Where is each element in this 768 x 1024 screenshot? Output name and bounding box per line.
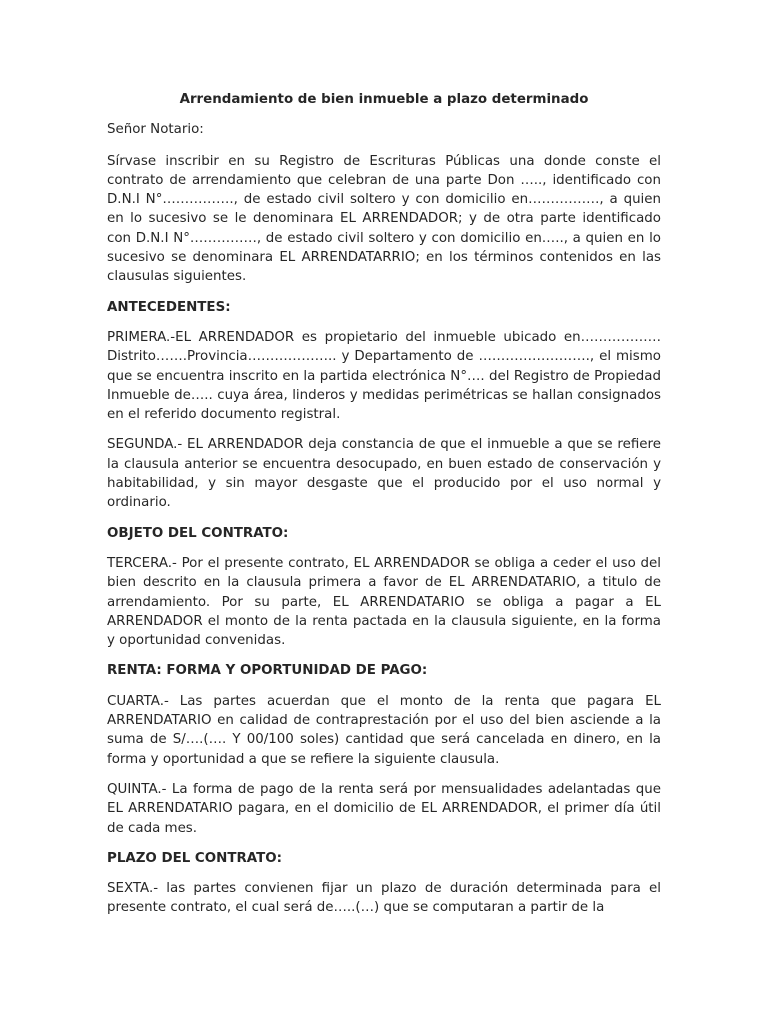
clause-primera: PRIMERA.-EL ARRENDADOR es propietario del inmueble ubicado en……………… Distrito…….Provincia……………….. y Departamento de ……………………., el mismo que se encuentra inscrito en la partida electrónica N°…. del Registro de Propiedad Inmueble de….. cuya área, linderos y medidas perimétricas se hallan consignados en el referido documento registral. — [107, 329, 661, 423]
clause-sexta: SEXTA.- las partes convienen fijar un plazo de duración determinada para el presente contrato, el cual será de…..(…) que se computaran a partir de la — [107, 881, 661, 916]
heading-objeto: OBJETO DEL CONTRATO: — [107, 525, 289, 541]
document-title: Arrendamiento de bien inmueble a plazo determinado — [179, 92, 589, 107]
heading-plazo: PLAZO DEL CONTRATO: — [107, 850, 282, 866]
salutation: Señor Notario: — [107, 122, 204, 138]
clause-segunda: SEGUNDA.- EL ARRENDADOR deja constancia de que el inmueble a que se refiere la clausula anterior se encuentra desocupado, en buen estado de conservación y habitabilidad, y sin mayor desgaste que el producido por el uso normal y ordinario. — [107, 437, 661, 511]
clause-cuarta: CUARTA.- Las partes acuerdan que el monto de la renta que pagara EL ARRENDATARIO en calidad de contraprestación por el uso del bien asciende a la suma de S/….(…. Y 00/100 soles) cantidad que será cancelada en dinero, en la forma y oportunidad a que se refiere la siguiente clausula. — [107, 693, 661, 767]
document-body — [107, 90, 661, 929]
clause-tercera: TERCERA.- Por el presente contrato, EL ARRENDADOR se obliga a ceder el uso del bien descrito en la clausula primera a favor de EL ARRENDATARIO, a titulo de arrendamiento. Por su parte, EL ARRENDATARIO se obliga a pagar a EL ARRENDADOR el monto de la renta pactada en la clausula siguiente, en la forma y oportunidad convenidas. — [107, 555, 661, 649]
heading-renta: RENTA: FORMA Y OPORTUNIDAD DE PAGO: — [107, 663, 428, 679]
intro-paragraph: Sírvase inscribir en su Registro de Escrituras Públicas una donde conste el contrato de arrendamiento que celebran de una parte Don ….., identificado con D.N.I N°……………., de estado civil soltero y con domicilio en……………., a quien en lo sucesivo se le denominara EL ARRENDADOR; y de otra parte identificado con D.N.I N°……………, de estado civil soltero y con domicilio en….., a quien en lo sucesivo se denominara EL ARRENDATARRIO; en los términos contenidos en las clausulas siguientes. — [107, 153, 661, 285]
heading-antecedentes: ANTECEDENTES: — [107, 299, 231, 315]
clause-quinta: QUINTA.- La forma de pago de la renta será por mensualidades adelantadas que EL ARRENDATARIO pagara, en el domicilio de EL ARRENDADOR, el primer día útil de cada mes. — [107, 781, 661, 836]
